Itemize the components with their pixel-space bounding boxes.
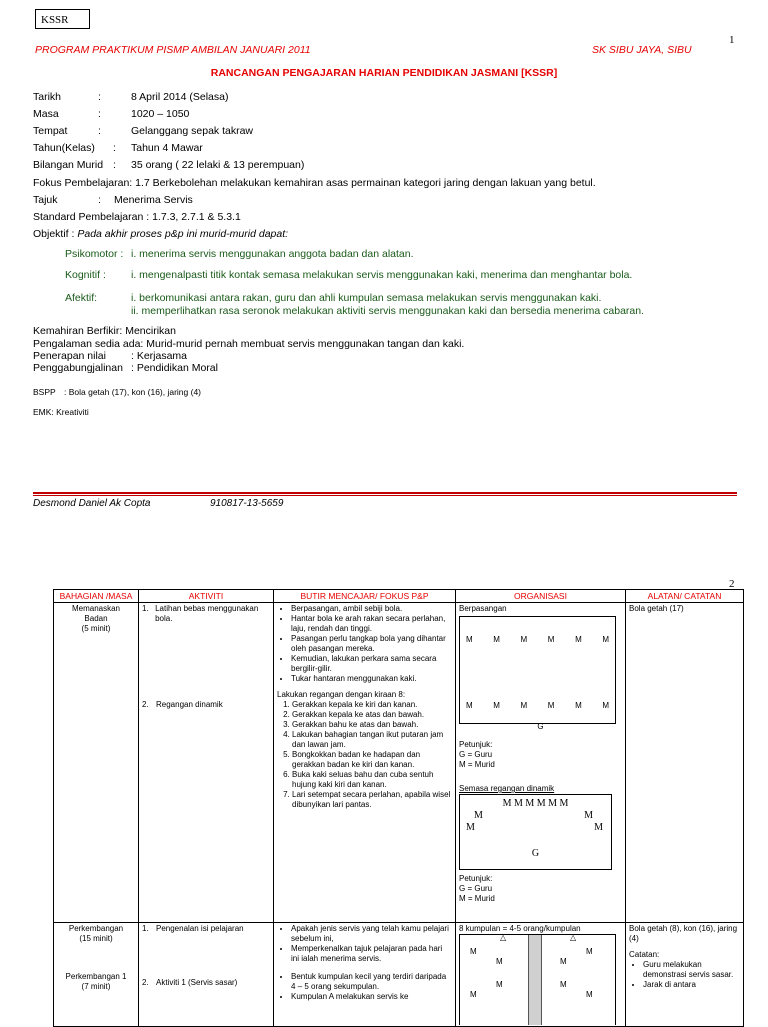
student-marker: M [470,947,477,956]
tajuk-label: Tajuk [33,194,58,206]
student-marker: M [594,822,603,833]
butir-bullet: • Pasangan perlu tangkap bola yang dihantar oleh pasangan mereka. [291,634,452,654]
bahagian-line: Perkembangan 1 [65,972,127,981]
net-post [528,935,542,1025]
divider-rule [33,495,737,496]
groups-diagram [459,934,616,1025]
header-aktiviti: AKTIVITI [139,590,274,603]
afektif-text-2: ii. memperlihatkan rasa seronok melakukan aktiviti servis menggunakan kaki dan bersedia menerima cabaran. [131,305,645,317]
aktiviti-text: Regangan dinamik [156,700,223,709]
objektif-label: Objektif : [33,228,75,240]
butir-steps [277,700,452,810]
kognitif-label: Kognitif : [65,269,106,281]
petunjuk-line: M = Murid [459,760,495,769]
tajuk-value: Menerima Servis [114,194,193,206]
field-value-tahun: Tahun 4 Mawar [131,142,203,154]
kognitif-text: i. mengenalpasti titik kontak semasa melakukan servis menggunakan kaki, menerima dan menghantar bola. [131,269,633,281]
penggabungjalinan-label: Penggabungjalinan [33,362,123,374]
kssr-label-box: KSSR [35,9,90,29]
school-header: SK SIBU JAYA, SIBU [592,44,692,56]
org-title: Berpasangan [459,604,507,613]
aktiviti-text: Aktiviti 1 (Servis sasar) [156,978,238,987]
student-marker: M [466,822,475,833]
cell-aktiviti [139,603,274,923]
fokus-pembelajaran: Fokus Pembelajaran: 1.7 Berkebolehan melakukan kemahiran asas permainan kategori jaring dengan lakuan yang betul. [33,177,596,189]
student-marker: M [586,990,593,999]
afektif-label: Afektif: [65,292,98,304]
petunjuk-line: G = Guru [459,750,493,759]
field-value-masa: 1020 – 1050 [131,108,190,120]
aktiviti-item [142,604,270,624]
butir-step: 3. Gerakkan bahu ke atas dan bawah. [292,720,452,730]
cell-organisasi [456,603,626,923]
bahagian-line: Badan [84,614,108,623]
petunjuk-line: M = Murid [459,894,495,903]
bspp-label: BSPP [33,387,56,397]
aktiviti-number: 2. [142,978,149,987]
stretch-row-top: M M M M M M [502,798,569,809]
butir-bullet: • Apakah jenis servis yang telah kamu pelajari sebelum ini, [291,924,452,944]
org-title: 8 kumpulan = 4-5 orang/kumpulan [459,924,581,933]
cell-bahagian [54,923,139,1027]
field-colon: : [113,142,116,154]
cell-organisasi [456,923,626,1027]
teacher-marker: G [537,722,544,731]
header-alatan: ALATAN/ CATATAN [626,590,744,603]
catatan-bullet: • Guru melakukan demonstrasi servis sasar. [643,960,740,980]
butir-step: 6. Buka kaki seluas bahu dan cuba sentuh hujung kaki kiri dan kanan. [292,770,452,790]
field-value-tarikh: 8 April 2014 (Selasa) [131,91,229,103]
emk: EMK: Kreativiti [33,407,89,417]
aktiviti-item [142,924,270,934]
student-marker: M [493,701,500,710]
student-marker: M [547,635,555,644]
cell-butir [274,923,456,1027]
psikomotor-text: i. menerima servis menggunakan anggota badan dan alatan. [131,248,414,260]
cell-butir [274,603,456,923]
student-marker: M [466,635,473,644]
butir-bullet: • Tukar hantaran menggunakan kaki. [291,674,452,684]
student-marker: M [520,635,528,644]
afektif-text-1: i. berkomunikasi antara rakan, guru dan ahli kumpulan semasa melakukan servis menggunakan kaki. [131,292,602,304]
objektif-text: Pada akhir proses p&p ini murid-murid dapat: [77,228,289,240]
table-header-row [54,590,744,603]
bspp-value: : Bola getah (17), kon (16), jaring (4) [64,387,202,397]
program-header: PROGRAM PRAKTIKUM PISMP AMBILAN JANUARI 2011 [35,44,311,56]
alatan-text: Bola getah (17) [629,604,684,613]
tajuk-colon: : [98,194,101,206]
teacher-marker: G [531,848,540,859]
aktiviti-text: Pengenalan isi pelajaran [156,924,244,933]
student-marker: M [586,947,593,956]
bahagian-line: (5 minit) [81,624,111,633]
objektif-line [33,228,288,240]
field-label: Masa [33,108,59,120]
field-label: Tahun(Kelas) [33,142,95,154]
cell-bahagian [54,603,139,923]
aktiviti-number: 1. [142,604,149,613]
aktiviti-number: 2. [142,700,149,709]
butir-bullet: • Kemudian, lakukan perkara sama secara bergilir-gilir. [291,654,452,674]
alatan-text: Bola getah (8), kon (16), jaring (4) [629,924,738,943]
aktiviti-text: Latihan bebas menggunakan bola. [155,604,259,623]
org-title-2: Semasa regangan dinamik [459,784,555,793]
butir-bullet-list [277,972,452,1002]
butir-bullet: • Hantar bola ke arah rakan secara perlahan, laju, rendah dan tinggi. [291,614,452,634]
butir-bullet: • Bentuk kumpulan kecil yang terdiri daripada 4 – 5 orang sekumpulan. [291,972,452,992]
butir-bullet: • Berpasangan, ambil sebiji bola. [291,604,452,614]
field-label: Tempat [33,125,68,137]
cell-alatan [626,923,744,1027]
header-bahagian: BAHAGIAN /MASA [54,590,139,603]
student-marker: M [602,635,609,644]
psikomotor-label: Psikomotor : [65,248,124,260]
field-label: Tarikh [33,91,62,103]
stretch-diagram [459,794,612,870]
header-organisasi: ORGANISASI [456,590,626,603]
field-value-tempat: Gelanggang sepak takraw [131,125,253,137]
cone-icon: △ [570,933,577,942]
field-colon: : [113,159,116,171]
pairs-row-top [466,635,609,645]
document-title: RANCANGAN PENGAJARAN HARIAN PENDIDIKAN JASMANI [KSSR] [210,67,558,79]
cell-alatan [626,603,744,923]
lesson-table [53,589,744,1027]
student-marker: M [584,810,593,821]
bahagian-line: Perkembangan [68,924,124,933]
student-marker: M [575,701,582,710]
petunjuk-line: G = Guru [459,884,493,893]
pairs-diagram [459,616,616,724]
signature-ic: 910817-13-5659 [210,498,284,509]
pairs-row-bottom [466,701,609,711]
field-colon: : [98,108,101,120]
bahagian-line: Memanaskan [71,604,121,613]
student-marker: M [466,701,473,710]
catatan-label: Catatan: [629,950,660,959]
student-marker: M [493,635,500,644]
aktiviti-number: 1. [142,924,149,933]
page-number-2: 2 [729,578,735,590]
bahagian-line: (15 minit) [79,934,113,943]
butir-step: 1. Gerakkan kepala ke kiri dan kanan. [292,700,452,710]
standard-pembelajaran: Standard Pembelajaran : 1.7.3, 2.7.1 & 5.3.1 [33,211,241,223]
catatan-list [629,960,740,990]
penggabungjalinan-value: : Pendidikan Moral [131,362,218,374]
petunjuk-line: Petunjuk: [459,740,493,749]
cone-icon: △ [500,933,507,942]
butir-step: 2. Gerakkan kepala ke atas dan bawah. [292,710,452,720]
student-marker: M [547,701,555,710]
field-colon: : [98,91,101,103]
penerapan-value: : Kerjasama [131,350,188,362]
field-value-bilangan: 35 orang ( 22 lelaki & 13 perempuan) [131,159,305,171]
butir-bullet: • Kumpulan A melakukan servis ke [291,992,452,1002]
butir-intro: Lakukan regangan dengan kiraan 8: [277,690,406,699]
catatan-bullet: • Jarak di antara [643,980,740,990]
student-marker: M [470,990,477,999]
butir-step: 7. Lari setempat secara perlahan, apabila wisel dibunyikan lari pantas. [292,790,452,810]
pengalaman-sedia-ada: Pengalaman sedia ada: Murid-murid pernah membuat servis menggunakan tangan dan kaki. [33,338,465,350]
butir-bullet-list [277,604,452,684]
field-colon: : [98,125,101,137]
field-label: Bilangan Murid [33,159,104,171]
signature-name: Desmond Daniel Ak Copta [33,498,151,509]
student-marker: M [474,810,483,821]
cell-aktiviti [139,923,274,1027]
table-row-warmup [54,603,744,923]
penerapan-label: Penerapan nilai [33,350,106,362]
student-marker: M [575,635,582,644]
divider-rule [33,492,737,494]
student-marker: M [560,957,567,966]
table-row-development [54,923,744,1027]
aktiviti-item [142,978,270,988]
student-marker: M [560,980,567,989]
butir-step: 4. Lakukan bahagian tangan ikut putaran jam dan lawan jam. [292,730,452,750]
petunjuk-line: Petunjuk: [459,874,493,883]
kemahiran-berfikir: Kemahiran Berfikir: Mencirikan [33,325,176,337]
header-butir: BUTIR MENCAJAR/ FOKUS P&P [274,590,456,603]
student-marker: M [520,701,528,710]
bahagian-line: (7 minit) [81,982,111,991]
student-marker: M [496,957,503,966]
butir-bullet-list [277,924,452,964]
butir-step: 5. Bongkokkan badan ke hadapan dan gerakkan badan ke kiri dan kanan. [292,750,452,770]
student-marker: M [602,701,609,710]
page-number-1: 1 [729,34,735,46]
butir-bullet: • Memperkenalkan tajuk pelajaran pada hari ini ialah menerima servis. [291,944,452,964]
student-marker: M [496,980,503,989]
aktiviti-item [142,700,270,710]
